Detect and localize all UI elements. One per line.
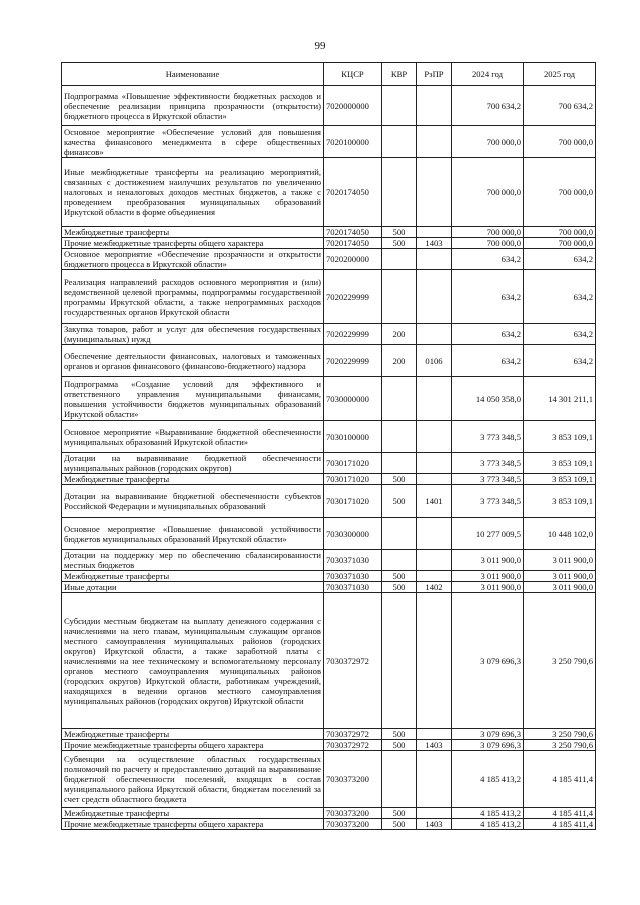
row-rzpr-cell xyxy=(417,270,452,324)
table-row xyxy=(62,324,596,345)
column-header-2025: 2025 год xyxy=(524,63,596,86)
row-kvr-cell: 500 xyxy=(382,582,417,593)
row-2024-cell: 634,2 xyxy=(452,324,524,345)
row-kvr-cell xyxy=(382,377,417,421)
row-rzpr-cell: 1402 xyxy=(417,582,452,593)
table-row xyxy=(62,453,596,474)
row-kvr-cell: 500 xyxy=(382,740,417,751)
row-kvr-cell: 200 xyxy=(382,324,417,345)
row-rzpr-cell xyxy=(417,571,452,582)
row-2025-cell: 3 250 790,6 xyxy=(524,593,596,729)
row-2024-cell: 3 079 696,3 xyxy=(452,593,524,729)
row-rzpr-cell xyxy=(417,126,452,158)
row-2025-cell: 3 250 790,6 xyxy=(524,729,596,740)
row-2024-cell: 3 773 348,5 xyxy=(452,474,524,485)
row-rzpr-cell xyxy=(417,249,452,270)
row-2024-cell: 634,2 xyxy=(452,270,524,324)
table-row xyxy=(62,740,596,751)
row-kvr-cell xyxy=(382,249,417,270)
row-rzpr-cell xyxy=(417,158,452,227)
row-kcsr-cell: 7030373200 xyxy=(324,751,382,808)
table-row xyxy=(62,126,596,158)
row-rzpr-cell xyxy=(417,474,452,485)
row-kvr-cell: 500 xyxy=(382,729,417,740)
row-kvr-cell xyxy=(382,158,417,227)
row-rzpr-cell: 1401 xyxy=(417,485,452,518)
row-name-cell: Подпрограмма «Повышение эффективности бюджетных расходов и обеспечение реализации принципа прозрачности (открытости) бюджетного процесса в Иркутской области» xyxy=(62,86,324,126)
row-rzpr-cell xyxy=(417,593,452,729)
table-row xyxy=(62,474,596,485)
row-name-cell: Иные межбюджетные трансферты на реализацию мероприятий, связанных с достижением наилучших результатов по увеличению налоговых и неналоговых доходов местных бюджетов, а также с проведением преобразования муниципальных образований Иркутской области в форме объединения xyxy=(62,158,324,227)
column-header-kvr: КВР xyxy=(382,63,417,86)
row-name-cell: Межбюджетные трансферты xyxy=(62,474,324,485)
row-2024-cell: 3 773 348,5 xyxy=(452,421,524,453)
row-kvr-cell xyxy=(382,270,417,324)
row-kcsr-cell: 7030372972 xyxy=(324,593,382,729)
row-2024-cell: 10 277 009,5 xyxy=(452,518,524,550)
row-kcsr-cell: 7030373200 xyxy=(324,808,382,819)
table-row xyxy=(62,227,596,238)
table-row xyxy=(62,729,596,740)
row-rzpr-cell: 0106 xyxy=(417,345,452,377)
row-kvr-cell: 500 xyxy=(382,485,417,518)
row-name-cell: Реализация направлений расходов основного мероприятия и (или) ведомственной целевой программы, подпрограммы государственной программы Иркутской области, а также непрограммных расходов государственных органов Иркутской области xyxy=(62,270,324,324)
row-kcsr-cell: 7030372972 xyxy=(324,740,382,751)
row-2025-cell: 634,2 xyxy=(524,324,596,345)
row-kvr-cell xyxy=(382,453,417,474)
row-name-cell: Закупка товаров, работ и услуг для обеспечения государственных (муниципальных) нужд xyxy=(62,324,324,345)
row-2024-cell: 14 050 358,0 xyxy=(452,377,524,421)
row-2025-cell: 634,2 xyxy=(524,345,596,377)
row-kcsr-cell: 7030300000 xyxy=(324,518,382,550)
row-rzpr-cell xyxy=(417,550,452,571)
row-rzpr-cell xyxy=(417,453,452,474)
row-2025-cell: 3 853 109,1 xyxy=(524,421,596,453)
row-name-cell: Прочие межбюджетные трансферты общего характера xyxy=(62,819,324,830)
row-name-cell: Субвенции на осуществление областных государственных полномочий по расчету и предоставлению дотаций на выравнивание бюджетной обеспеченности поселений, входящих в состав муниципального района Иркутской области, бюджетам поселений за счет средств областного бюджета xyxy=(62,751,324,808)
row-rzpr-cell xyxy=(417,808,452,819)
row-name-cell: Подпрограмма «Создание условий для эффективного и ответственного управления муниципальными финансами, повышения устойчивости бюджетов муниципальных образований Иркутской области» xyxy=(62,377,324,421)
row-kvr-cell: 500 xyxy=(382,238,417,249)
table-header-row xyxy=(62,63,596,86)
row-2024-cell: 700 000,0 xyxy=(452,126,524,158)
row-2025-cell: 634,2 xyxy=(524,270,596,324)
row-rzpr-cell xyxy=(417,227,452,238)
row-kvr-cell xyxy=(382,518,417,550)
row-rzpr-cell: 1403 xyxy=(417,740,452,751)
row-name-cell: Основное мероприятие «Выравнивание бюджетной обеспеченности муниципальных образований Иркутской области» xyxy=(62,421,324,453)
table-row xyxy=(62,158,596,227)
row-2024-cell: 3 079 696,3 xyxy=(452,740,524,751)
row-name-cell: Прочие межбюджетные трансферты общего характера xyxy=(62,740,324,751)
row-kvr-cell: 500 xyxy=(382,227,417,238)
row-kcsr-cell: 7030000000 xyxy=(324,377,382,421)
table-row xyxy=(62,345,596,377)
row-kvr-cell xyxy=(382,421,417,453)
row-kcsr-cell: 7030371030 xyxy=(324,571,382,582)
row-kvr-cell: 500 xyxy=(382,819,417,830)
table-row xyxy=(62,485,596,518)
row-kcsr-cell: 7020229999 xyxy=(324,324,382,345)
row-kvr-cell xyxy=(382,593,417,729)
row-kcsr-cell: 7020229999 xyxy=(324,270,382,324)
row-2025-cell: 4 185 411,4 xyxy=(524,808,596,819)
row-rzpr-cell: 1403 xyxy=(417,238,452,249)
row-2024-cell: 634,2 xyxy=(452,345,524,377)
row-2025-cell: 4 185 411,4 xyxy=(524,819,596,830)
row-name-cell: Основное мероприятие «Повышение финансовой устойчивости бюджетов муниципальных образований Иркутской области» xyxy=(62,518,324,550)
row-kcsr-cell: 7020200000 xyxy=(324,249,382,270)
row-kcsr-cell: 7030100000 xyxy=(324,421,382,453)
row-name-cell: Дотации на выравнивание бюджетной обеспеченности субъектов Российской Федерации и муниципальных образований xyxy=(62,485,324,518)
row-kcsr-cell: 7020100000 xyxy=(324,126,382,158)
row-2025-cell: 634,2 xyxy=(524,249,596,270)
row-2025-cell: 4 185 411,4 xyxy=(524,751,596,808)
budget-table xyxy=(61,62,596,830)
table-row xyxy=(62,249,596,270)
row-kvr-cell xyxy=(382,550,417,571)
row-2025-cell: 3 853 109,1 xyxy=(524,453,596,474)
page-number: 99 xyxy=(314,40,326,52)
row-name-cell: Основное мероприятие «Обеспечение прозрачности и открытости бюджетного процесса в Иркутской области» xyxy=(62,249,324,270)
row-rzpr-cell xyxy=(417,324,452,345)
row-kcsr-cell: 7030171020 xyxy=(324,485,382,518)
row-rzpr-cell xyxy=(417,729,452,740)
table-row xyxy=(62,377,596,421)
row-name-cell: Межбюджетные трансферты xyxy=(62,571,324,582)
row-name-cell: Межбюджетные трансферты xyxy=(62,227,324,238)
column-header-kcsr: КЦСР xyxy=(324,63,382,86)
row-name-cell: Основное мероприятие «Обеспечение условий для повышения качества финансового менеджмента в сфере общественных финансов» xyxy=(62,126,324,158)
row-kcsr-cell: 7030371030 xyxy=(324,550,382,571)
row-kcsr-cell: 7030171020 xyxy=(324,474,382,485)
row-name-cell: Дотации на выравнивание бюджетной обеспеченности муниципальных районов (городских округов) xyxy=(62,453,324,474)
row-2025-cell: 3 011 900,0 xyxy=(524,571,596,582)
row-kcsr-cell: 7020174050 xyxy=(324,158,382,227)
row-kcsr-cell: 7030372972 xyxy=(324,729,382,740)
table-row xyxy=(62,86,596,126)
row-kvr-cell: 500 xyxy=(382,808,417,819)
row-2025-cell: 700 634,2 xyxy=(524,86,596,126)
row-2025-cell: 10 448 102,0 xyxy=(524,518,596,550)
row-kcsr-cell: 7030373200 xyxy=(324,819,382,830)
row-name-cell: Субсидии местным бюджетам на выплату денежного содержания с начислениями на него главам, муниципальным служащим органов местного самоуправления муниципальных районов (городских округов) Иркутской области, а также заработной платы с начислениями на нее техническому и вспомогательному персоналу органов местного самоуправления муниципальных районов (городских округов) Иркутской области, работникам учреждений, находящихся в ведении органов местного самоуправления муниципальных районов (городских округов) Иркутской области xyxy=(62,593,324,729)
column-header-2024: 2024 год xyxy=(452,63,524,86)
table-body xyxy=(62,86,596,830)
row-2024-cell: 700 000,0 xyxy=(452,158,524,227)
row-kcsr-cell: 7030171020 xyxy=(324,453,382,474)
row-2025-cell: 700 000,0 xyxy=(524,238,596,249)
row-kvr-cell: 500 xyxy=(382,571,417,582)
table-row xyxy=(62,238,596,249)
column-header-rzpr: РзПР xyxy=(417,63,452,86)
row-kcsr-cell: 7030371030 xyxy=(324,582,382,593)
row-2024-cell: 4 185 413,2 xyxy=(452,819,524,830)
row-rzpr-cell xyxy=(417,421,452,453)
row-2024-cell: 700 000,0 xyxy=(452,238,524,249)
row-name-cell: Межбюджетные трансферты xyxy=(62,808,324,819)
row-kvr-cell xyxy=(382,126,417,158)
row-rzpr-cell xyxy=(417,86,452,126)
row-2025-cell: 3 853 109,1 xyxy=(524,485,596,518)
row-2024-cell: 634,2 xyxy=(452,249,524,270)
table-row xyxy=(62,550,596,571)
row-kvr-cell: 200 xyxy=(382,345,417,377)
row-2025-cell: 3 011 900,0 xyxy=(524,582,596,593)
row-name-cell: Обеспечение деятельности финансовых, налоговых и таможенных органов и органов финансового (финансово-бюджетного) надзора xyxy=(62,345,324,377)
row-2025-cell: 3 011 900,0 xyxy=(524,550,596,571)
row-kvr-cell xyxy=(382,86,417,126)
row-rzpr-cell xyxy=(417,377,452,421)
row-kcsr-cell: 7020174050 xyxy=(324,238,382,249)
table-row xyxy=(62,808,596,819)
row-2024-cell: 3 773 348,5 xyxy=(452,485,524,518)
row-2024-cell: 3 079 696,3 xyxy=(452,729,524,740)
table-row xyxy=(62,571,596,582)
row-name-cell: Прочие межбюджетные трансферты общего характера xyxy=(62,238,324,249)
row-2025-cell: 3 853 109,1 xyxy=(524,474,596,485)
row-kvr-cell: 500 xyxy=(382,474,417,485)
row-rzpr-cell: 1403 xyxy=(417,819,452,830)
table-row xyxy=(62,582,596,593)
row-kcsr-cell: 7020000000 xyxy=(324,86,382,126)
table-row xyxy=(62,518,596,550)
row-2024-cell: 3 773 348,5 xyxy=(452,453,524,474)
row-2025-cell: 700 000,0 xyxy=(524,227,596,238)
row-kvr-cell xyxy=(382,751,417,808)
row-kcsr-cell: 7020229999 xyxy=(324,345,382,377)
row-2025-cell: 14 301 211,1 xyxy=(524,377,596,421)
row-2024-cell: 700 000,0 xyxy=(452,227,524,238)
row-2024-cell: 700 634,2 xyxy=(452,86,524,126)
row-2024-cell: 3 011 900,0 xyxy=(452,571,524,582)
table-row xyxy=(62,819,596,830)
column-header-name: Наименование xyxy=(62,63,324,86)
row-2024-cell: 3 011 900,0 xyxy=(452,582,524,593)
table-row xyxy=(62,751,596,808)
row-2025-cell: 3 250 790,6 xyxy=(524,740,596,751)
row-rzpr-cell xyxy=(417,518,452,550)
table-row xyxy=(62,593,596,729)
row-name-cell: Дотации на поддержку мер по обеспечению сбалансированности местных бюджетов xyxy=(62,550,324,571)
row-2025-cell: 700 000,0 xyxy=(524,158,596,227)
table-row xyxy=(62,270,596,324)
row-2025-cell: 700 000,0 xyxy=(524,126,596,158)
row-kcsr-cell: 7020174050 xyxy=(324,227,382,238)
table-row xyxy=(62,421,596,453)
row-2024-cell: 4 185 413,2 xyxy=(452,751,524,808)
row-2024-cell: 3 011 900,0 xyxy=(452,550,524,571)
row-2024-cell: 4 185 413,2 xyxy=(452,808,524,819)
row-name-cell: Межбюджетные трансферты xyxy=(62,729,324,740)
row-name-cell: Иные дотации xyxy=(62,582,324,593)
row-rzpr-cell xyxy=(417,751,452,808)
